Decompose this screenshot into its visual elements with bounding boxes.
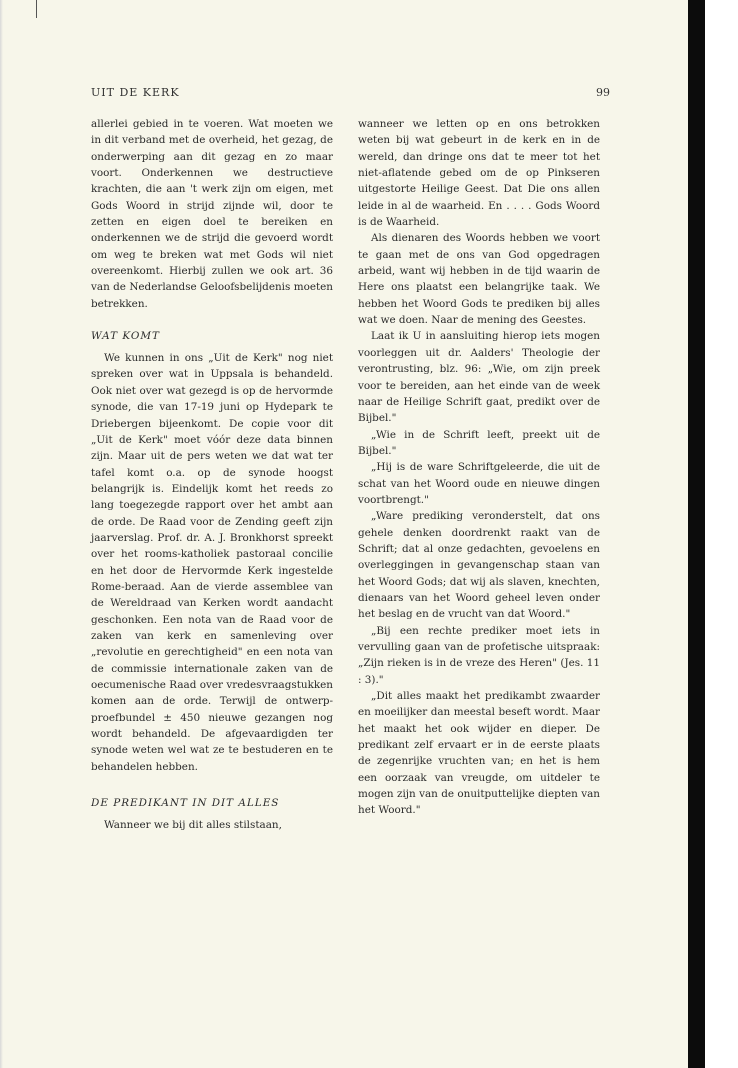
paragraph: „Hij is de ware Schriftgeleerde, die uit de schat van het Woord oude en nieuwe dingen voortbrengt." [358, 461, 600, 506]
section-heading-predikant: DE PREDIKANT IN DIT ALLES [91, 797, 280, 810]
scan-white-margin [705, 0, 738, 1068]
paragraph: allerlei gebied in te voeren. Wat moeten we in dit verband met de overheid, het gezag, de onderwerping aan dit gezag en zo maar voort. Onderkennen we destructieve krachten, die aan 't werk zijn om eigen, met Gods Woord in strijd zijnde wil, door te zetten en eigen doel te bereiken en onderkennen we de strijd die gevoerd wordt om weg te breken wat met Gods wil niet overeenkomt. Hierbij zullen we ook art. 36 van de Nederlandse Geloofsbelijdenis moeten betrekken. [91, 118, 333, 310]
paragraph: Laat ik U in aansluiting hierop iets mogen voorleggen uit dr. Aalders' Theologie der verontrusting, blz. 96: „Wie, om zijn preek voor te bereiden, aan het einde van de week naar de Heilige Schrift gaat, predikt over de Bijbel." [358, 330, 600, 425]
paragraph: „Bij een rechte prediker moet iets in vervulling gaan van de profetische uitspraak: „Zijn rieken is in de vreze des Heren" (Jes. 11 : 3)." [358, 624, 600, 686]
paragraph: „Wie in de Schrift leeft, preekt uit de Bijbel." [358, 428, 600, 457]
paragraph: Wanneer we bij dit alles stilstaan, [104, 819, 282, 832]
page-number: 99 [596, 86, 610, 99]
section-heading-wat-komt: WAT KOMT [91, 330, 160, 343]
right-column [358, 116, 600, 819]
page-right-edge [688, 0, 738, 1068]
page-left-edge [0, 0, 3, 1068]
paragraph: We kunnen in ons „Uit de Kerk" nog niet spreken over wat in Uppsala is behandeld. Ook niet over wat gezegd is op de hervormde synode, die van 17-19 juni op Hydepark te Driebergen bijeenkomt. De copie voor dit „Uit de Kerk" moet vóór deze data binnen zijn. Maar uit de pers weten we dat wat ter tafel komt o.a. op de synode hoogst belangrijk is. Eindelijk komt het reeds zo lang toegezegde rapport over het ambt aan de orde. De Raad voor de Zending geeft zijn jaarverslag. Prof. dr. A. J. Bronkhorst spreekt over het rooms-katholiek pastoraal concilie en het door de Hervormde Kerk ingestelde Rome-beraad. Aan de vierde assemblee van de Wereldraad van Kerken wordt aandacht geschonken. Een nota van de Raad voor de zaken van kerk en samenleving over „revolutie en gerechtigheid" en een nota van de commissie internationale zaken van de oecumenische Raad over vredesvraagstukken komen aan de orde. Terwijl de ontwerp-proefbundel ± 450 nieuwe gezangen nog wordt behandeld. De afgevaardigden ter synode weten wel wat ze te bestuderen en te behandelen hebben. [91, 352, 333, 773]
running-head: UIT DE KERK [91, 86, 180, 99]
paragraph: Als dienaren des Woords hebben we voort te gaan met de ons van God opgedragen arbeid, want wij hebben in de tijd waarin de Here ons plaatst een belangrijke taak. We hebben het Woord Gods te prediken bij alles wat we doen. Naar de mening des Geestes. [358, 232, 600, 327]
paragraph: „Ware prediking veronderstelt, dat ons gehele denken doordrenkt raakt van de Schrift; dat al onze gedachten, gevoelens en overleggingen in gevangenschap staan van het Woord Gods; dat wij als slaven, knechten, dienaars van het Woord geheel leven onder het beslag en de vrucht van dat Woord." [358, 510, 600, 621]
paragraph: „Dit alles maakt het predikambt zwaarder en moeilijker dan meestal beseft wordt. Maar het maakt het ook wijder en dieper. De predikant zelf ervaart er in de eerste plaats de zegenrijke vruchten van; en het is hem een oorzaak van vreugde, om uitdeler te mogen zijn van de onuitputtelijke diepten van het Woord." [358, 690, 600, 817]
scan-dark-border [688, 0, 705, 1068]
scan-artifact-line [36, 0, 37, 18]
left-column [91, 116, 333, 833]
paragraph: wanneer we letten op en ons betrokken weten bij wat gebeurt in de kerk en in de wereld, dan dringe ons dat te meer tot het niet-aflatende gebed om de op Pinkseren uitgestorte Heilige Geest. Dat Die ons allen leide in al de waarheid. En . . . . Gods Woord is de Waarheid. [358, 118, 600, 229]
